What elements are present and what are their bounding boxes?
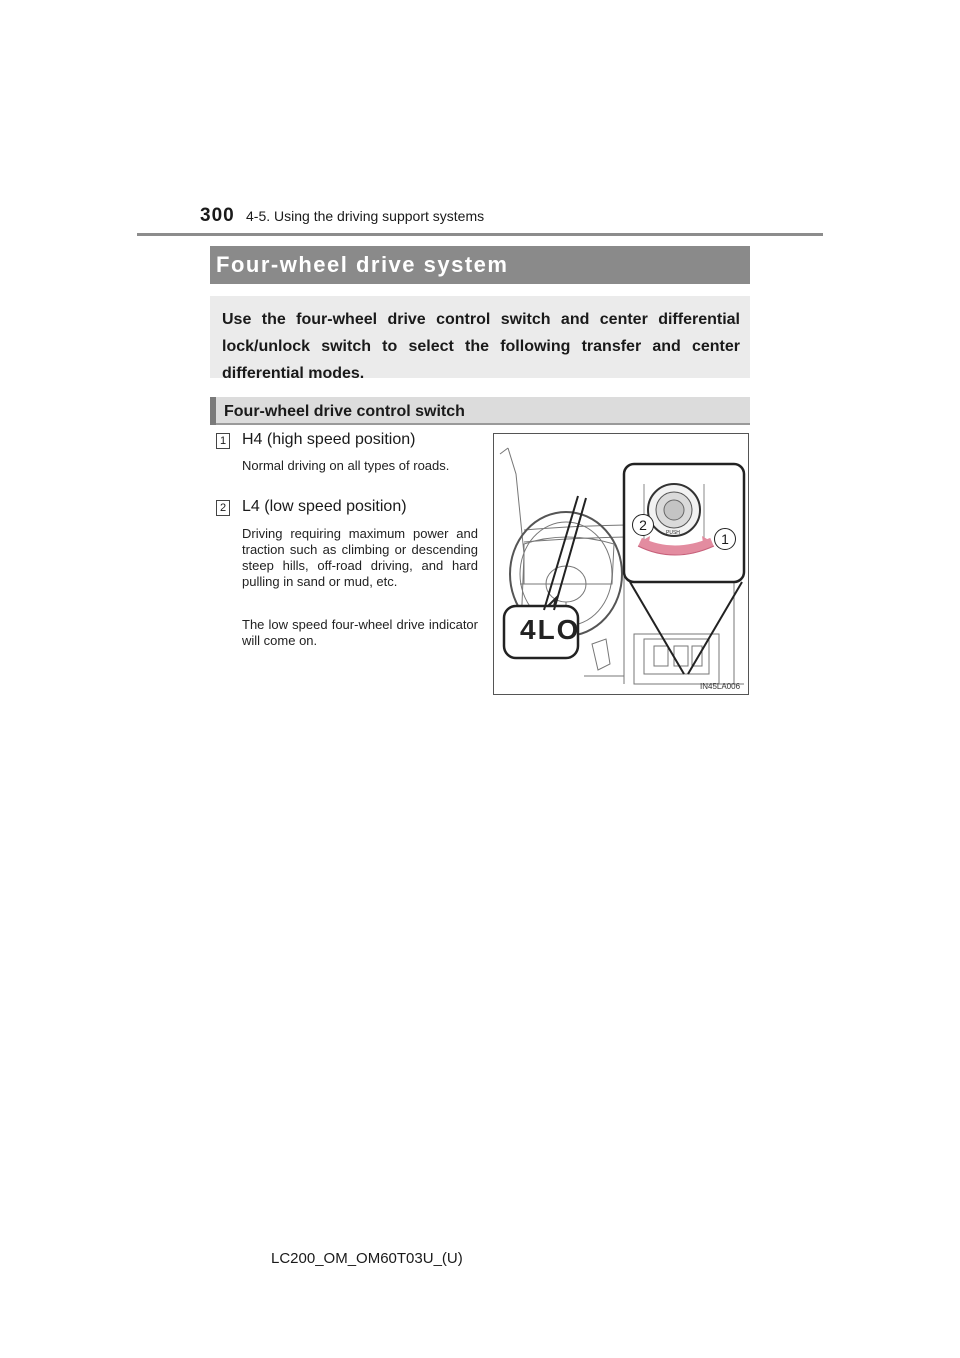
dial-push-label: PUSH [666,530,680,536]
indicator-label-4lo: 4LO [520,614,581,645]
section-title: Four-wheel drive system [216,252,509,277]
item-body-note: The low speed four-wheel drive indicator will come on. [242,617,478,648]
figure-code: IN45LA006 [700,682,741,691]
callout-1: 1 [714,528,736,550]
item-number-badge: 2 [216,500,230,516]
chapter-title: 4-5. Using the driving support systems [246,208,485,224]
footer-doc-code: LC200_OM_OM60T03U_(U) [271,1250,463,1267]
item-number-badge: 1 [216,433,230,449]
item-title: H4 (high speed position) [242,431,416,448]
dashboard-drawing [494,434,749,695]
intro-text: Use the four-wheel drive control switch and center differential lock/unlock switch to select the following transfer and center differential modes. [222,311,740,382]
subsection-accent [210,397,216,425]
item-body: Driving requiring maximum power and traction such as climbing or descending steep hills, off-road driving, and hard pulling in sand or mud, etc. [242,526,478,589]
item-title: L4 (low speed position) [242,498,407,515]
dashboard-illustration [493,433,749,695]
subsection-title: Four-wheel drive control switch [224,403,465,420]
header-divider [137,233,823,236]
callout-2: 2 [632,514,654,536]
page-number: 300 [200,205,235,226]
item-body: Normal driving on all types of roads. [242,458,450,473]
